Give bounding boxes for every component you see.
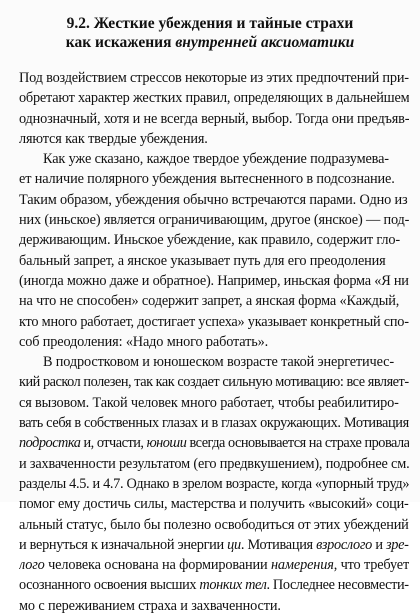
text-line: ет наличие полярного убеждения вытесненного в подсознание. <box>19 171 395 188</box>
text-line: помог ему достичь силы, мастерства и получить «высокий» соци- <box>19 496 409 513</box>
text-line: лого человека основана на формировании намерения, что требует <box>19 557 409 574</box>
section-title-plain: как искажения <box>65 34 176 51</box>
text-line: ся вызовом. Такой человек много работает, чтобы реабилитиро- <box>19 394 399 411</box>
text-line: бальный запрет, а янское указывает путь для его преодоления <box>19 252 386 269</box>
text-line: (иногда можно даже и обратное). Например, иньская форма «Я ни <box>19 272 409 289</box>
section-title-italic: внутренней аксиоматики <box>175 34 355 51</box>
text-line: В подростковом и юношеском возрасте такой энергетичес- <box>43 354 394 371</box>
text-line: Таким образом, убеждения обычно встречаются парами. Одно из <box>19 191 408 208</box>
italic-term: намерения <box>270 557 334 574</box>
italic-term: подростка <box>19 435 81 452</box>
text-line: мо с переживанием страха и захваченности. <box>19 597 281 614</box>
text-line: Под воздействием стрессов некоторые из этих предпочтений при- <box>19 70 409 86</box>
paragraph <box>19 68 409 149</box>
text-line: ляются как твердые убеждения. <box>19 130 208 147</box>
section-title-line-1: 9.2. Жесткие убеждения и тайные страхи <box>66 15 354 32</box>
text-line: соб преодоления: «Надо много работать». <box>19 333 269 350</box>
text-line: держивающим. Иньское убеждение, как правило, содержит гло- <box>19 232 400 249</box>
text-line: обретают характер жестких правил, определяющих в дальнейшем <box>19 90 409 107</box>
italic-term: взрослого <box>316 536 373 553</box>
italic-term: юноши <box>146 435 187 452</box>
text-line: Как уже сказано, каждое твердое убеждение подразумева- <box>43 151 389 168</box>
text-line: кий раскол полезен, так как создает сильную мотивацию: все являет- <box>19 374 409 391</box>
text-line: однозначный, хотя и не всегда верный, выбор. Тогда они предъяв- <box>19 110 409 127</box>
text-line: разделы 4.5. и 4.7. Однако в зрелом возрасте, когда «упорный труд» <box>19 475 409 492</box>
text-line: вать себя в собственных глазах и в глазах окружающих. Мотивация <box>19 415 409 432</box>
text-line: кто много работает, достигает успеха» указывает конкретный спо- <box>19 313 409 330</box>
text-line: осознанного освоения высших тонких тел. Последнее несовмести- <box>19 577 409 594</box>
text-line: на что не способен» содержит запрет, а янская форма «Каждый, <box>19 293 400 310</box>
italic-term: зре- <box>385 536 409 553</box>
paragraph <box>19 352 409 616</box>
body-text <box>19 68 409 616</box>
italic-term: лого <box>19 557 45 574</box>
section-title-line-2 <box>0 33 420 53</box>
paragraph <box>19 149 409 352</box>
text-line: и захваченности результатом (его предвкушением), подробнее см. <box>19 455 409 472</box>
text-line: них (иньское) является ограничивающим, другое (янское) — под- <box>19 212 409 229</box>
text-line: альный статус, было бы полезно освободиться от этих убеждений <box>19 516 409 533</box>
italic-term: тонких тел <box>199 577 267 594</box>
text-line: и вернуться к изначальной энергии ци. Мотивация взрослого и зре- <box>19 536 409 553</box>
italic-term: ци <box>227 536 241 553</box>
text-line: подростка и, отчасти, юноши всегда основывается на страхе провала <box>19 435 409 452</box>
